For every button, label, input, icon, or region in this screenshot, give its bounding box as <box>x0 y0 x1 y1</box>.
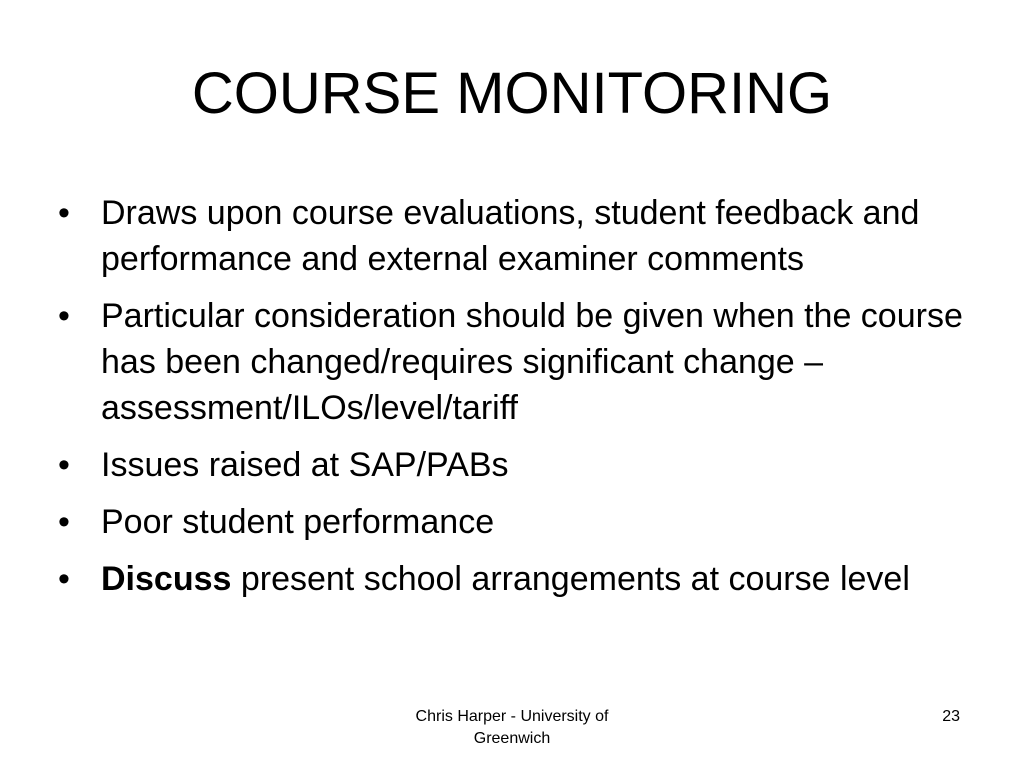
bullet-item <box>58 556 978 602</box>
footer-author <box>380 706 644 750</box>
bullet-item <box>58 499 978 545</box>
footer-author-line-1: Chris Harper - University of <box>415 708 609 725</box>
bullet-item <box>58 442 978 488</box>
bullet-text: Poor student performance <box>101 503 495 541</box>
page-number: 23 <box>942 708 960 725</box>
bullet-dot-icon: • <box>58 503 70 541</box>
bullet-dot-icon: • <box>58 560 70 598</box>
bullet-dot-icon: • <box>58 446 70 484</box>
bullet-bold-lead: Discuss <box>101 560 232 598</box>
bullet-item <box>58 293 978 431</box>
bullet-list <box>58 190 978 613</box>
bullet-text: present school arrangements at course level <box>231 560 910 598</box>
bullet-dot-icon: • <box>58 297 70 335</box>
bullet-dot-icon: • <box>58 194 70 232</box>
bullet-text: Draws upon course evaluations, student feedback and performance and external examiner comments <box>101 194 920 278</box>
bullet-item <box>58 190 978 282</box>
bullet-text: Issues raised at SAP/PABs <box>101 446 509 484</box>
bullet-text: Particular consideration should be given when the course has been changed/requires significant change – assessment/ILOs/level/tariff <box>101 297 963 427</box>
slide-title: COURSE MONITORING <box>191 61 833 126</box>
footer-author-line-2: Greenwich <box>473 730 551 747</box>
